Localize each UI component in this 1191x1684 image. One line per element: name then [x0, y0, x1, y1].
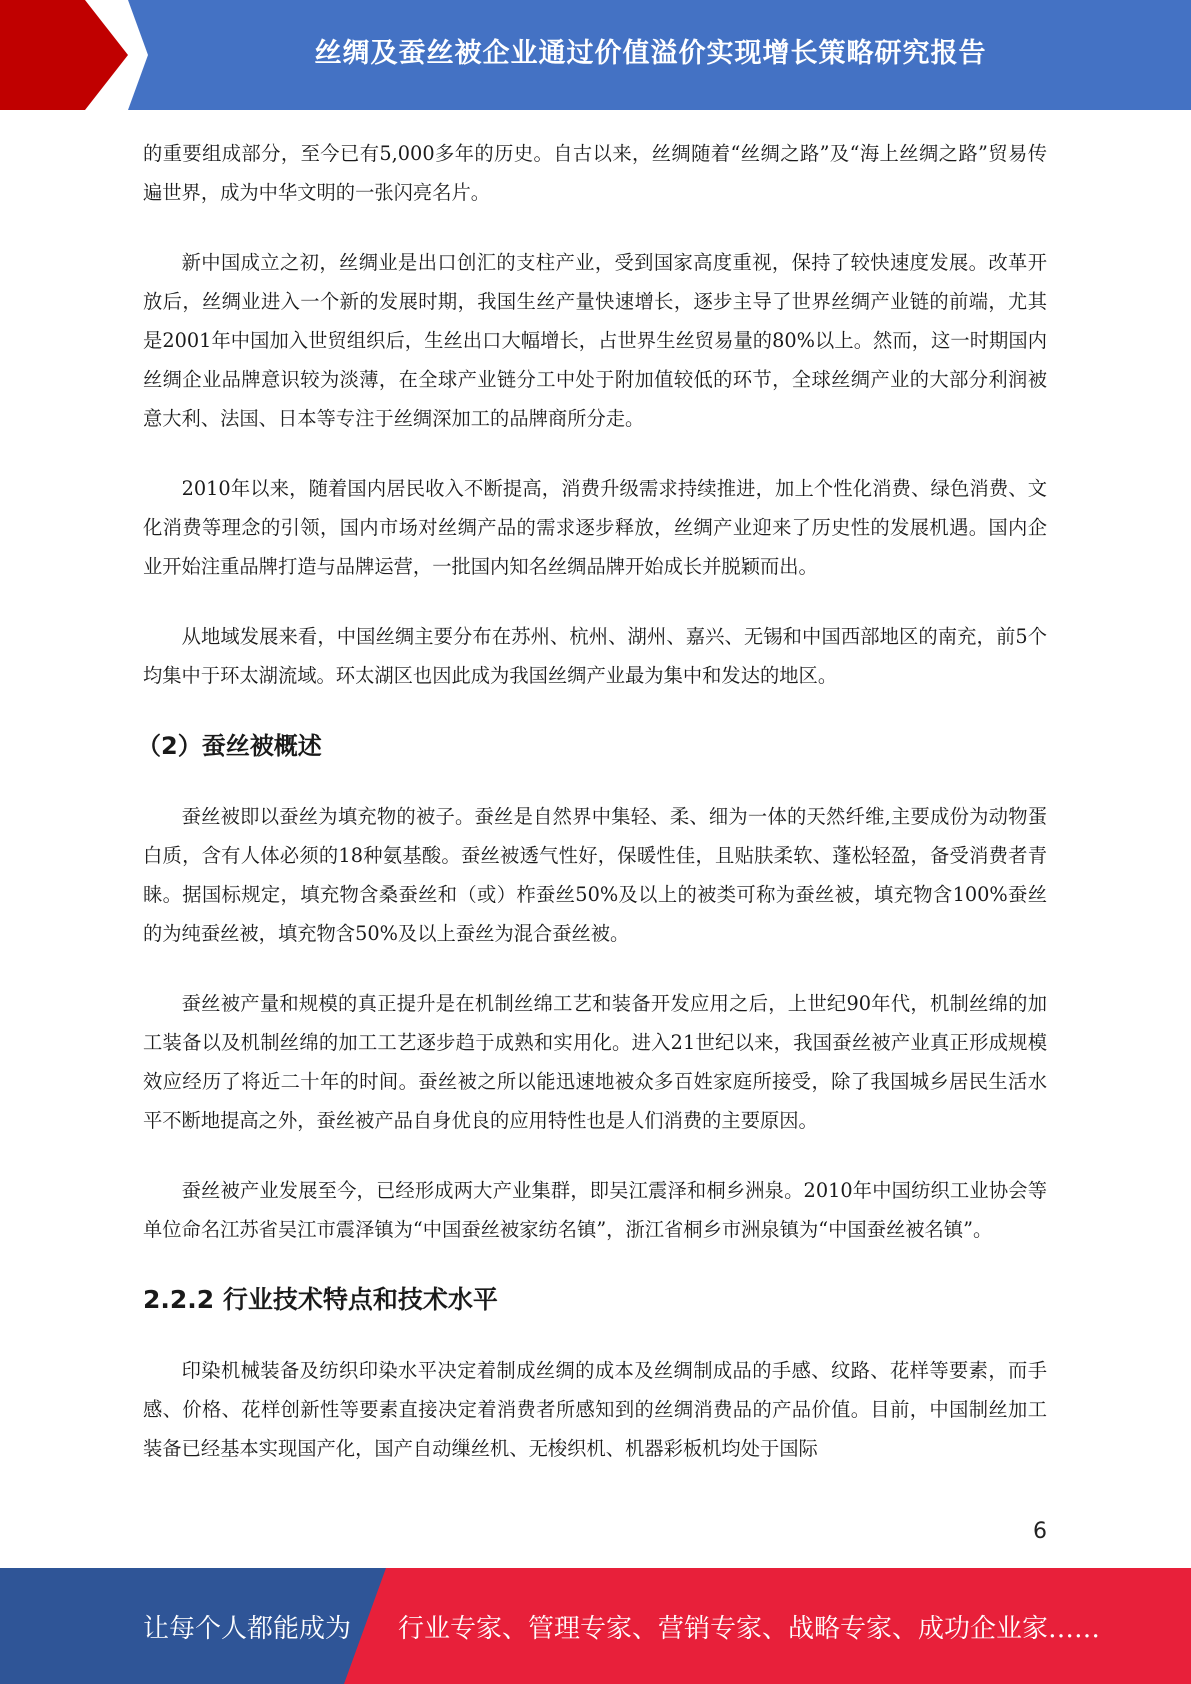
section-heading: 2.2.2 行业技术特点和技术水平 — [143, 1285, 498, 1314]
paragraph: 从地域发展来看，中国丝绸主要分布在苏州、杭州、湖州、嘉兴、无锡和中国西部地区的南充，前5个均集中于环太湖流域。环太湖区也因此成为我国丝绸产业最为集中和发达的地区。 — [143, 625, 1047, 687]
footer-slogan-left: 让每个人都能成为 — [143, 1613, 352, 1644]
paragraph: 蚕丝被即以蚕丝为填充物的被子。蚕丝是自然界中集轻、柔、细为一体的天然纤维,主要成份为动物蛋白质，含有人体必须的18种氨基酸。蚕丝被透气性好，保暖性佳，且贴肤柔软、蓬松轻盈，备受消费者青睐。据国标规定，填充物含桑蚕丝和（或）柞蚕丝50%及以上的被类可称为蚕丝被，填充物含100%蚕丝的为纯蚕丝被，填充物含50%及以上蚕丝为混合蚕丝被。 — [143, 805, 1047, 945]
paragraph: 蚕丝被产业发展至今，已经形成两大产业集群，即吴江震泽和桐乡洲泉。2010年中国纺织工业协会等单位命名江苏省吴江市震泽镇为“中国蚕丝被家纺名镇”，浙江省桐乡市洲泉镇为“中国蚕丝被名镇”。 — [143, 1179, 1047, 1241]
page-footer-band — [0, 1568, 1191, 1684]
paragraph: 2010年以来，随着国内居民收入不断提高，消费升级需求持续推进，加上个性化消费、绿色消费、文化消费等理念的引领，国内市场对丝绸产品的需求逐步释放，丝绸产业迎来了历史性的发展机遇。国内企业开始注重品牌打造与品牌运营，一批国内知名丝绸品牌开始成长并脱颖而出。 — [143, 477, 1047, 578]
page-header-band — [0, 0, 1191, 110]
document-header-title: 丝绸及蚕丝被企业通过价值溢价实现增长策略研究报告 — [314, 37, 987, 69]
page-number: 6 — [1033, 1519, 1047, 1544]
subsection-heading: （2）蚕丝被概述 — [137, 732, 322, 760]
footer-slogan-right: 行业专家、管理专家、营销专家、战略专家、成功企业家…… — [398, 1613, 1101, 1644]
paragraph: 蚕丝被产量和规模的真正提升是在机制丝绵工艺和装备开发应用之后，上世纪90年代，机制丝绵的加工装备以及机制丝绵的加工工艺逐步趋于成熟和实用化。进入21世纪以来，我国蚕丝被产业真正形成规模效应经历了将近二十年的时间。蚕丝被之所以能迅速地被众多百姓家庭所接受，除了我国城乡居民生活水平不断地提高之外，蚕丝被产品自身优良的应用特性也是人们消费的主要原因。 — [143, 992, 1047, 1132]
paragraph: 的重要组成部分，至今已有5,000多年的历史。自古以来，丝绸随着“丝绸之路”及“海上丝绸之路”贸易传遍世界，成为中华文明的一张闪亮名片。 — [143, 142, 1047, 204]
page-content — [137, 134, 1047, 1499]
paragraph: 新中国成立之初，丝绸业是出口创汇的支柱产业，受到国家高度重视，保持了较快速度发展。改革开放后，丝绸业进入一个新的发展时期，我国生丝产量快速增长，逐步主导了世界丝绸产业链的前端，尤其是2001年中国加入世贸组织后，生丝出口大幅增长，占世界生丝贸易量的80%以上。然而，这一时期国内丝绸企业品牌意识较为淡薄，在全球产业链分工中处于附加值较低的环节，全球丝绸产业的大部分利润被意大利、法国、日本等专注于丝绸深加工的品牌商所分走。 — [143, 251, 1047, 430]
paragraph: 印染机械装备及纺织印染水平决定着制成丝绸的成本及丝绸制成品的手感、纹路、花样等要素，而手感、价格、花样创新性等要素直接决定着消费者所感知到的丝绸消费品的产品价值。目前，中国制丝加工装备已经基本实现国产化，国产自动缫丝机、无梭织机、机器彩板机均处于国际 — [143, 1359, 1047, 1460]
